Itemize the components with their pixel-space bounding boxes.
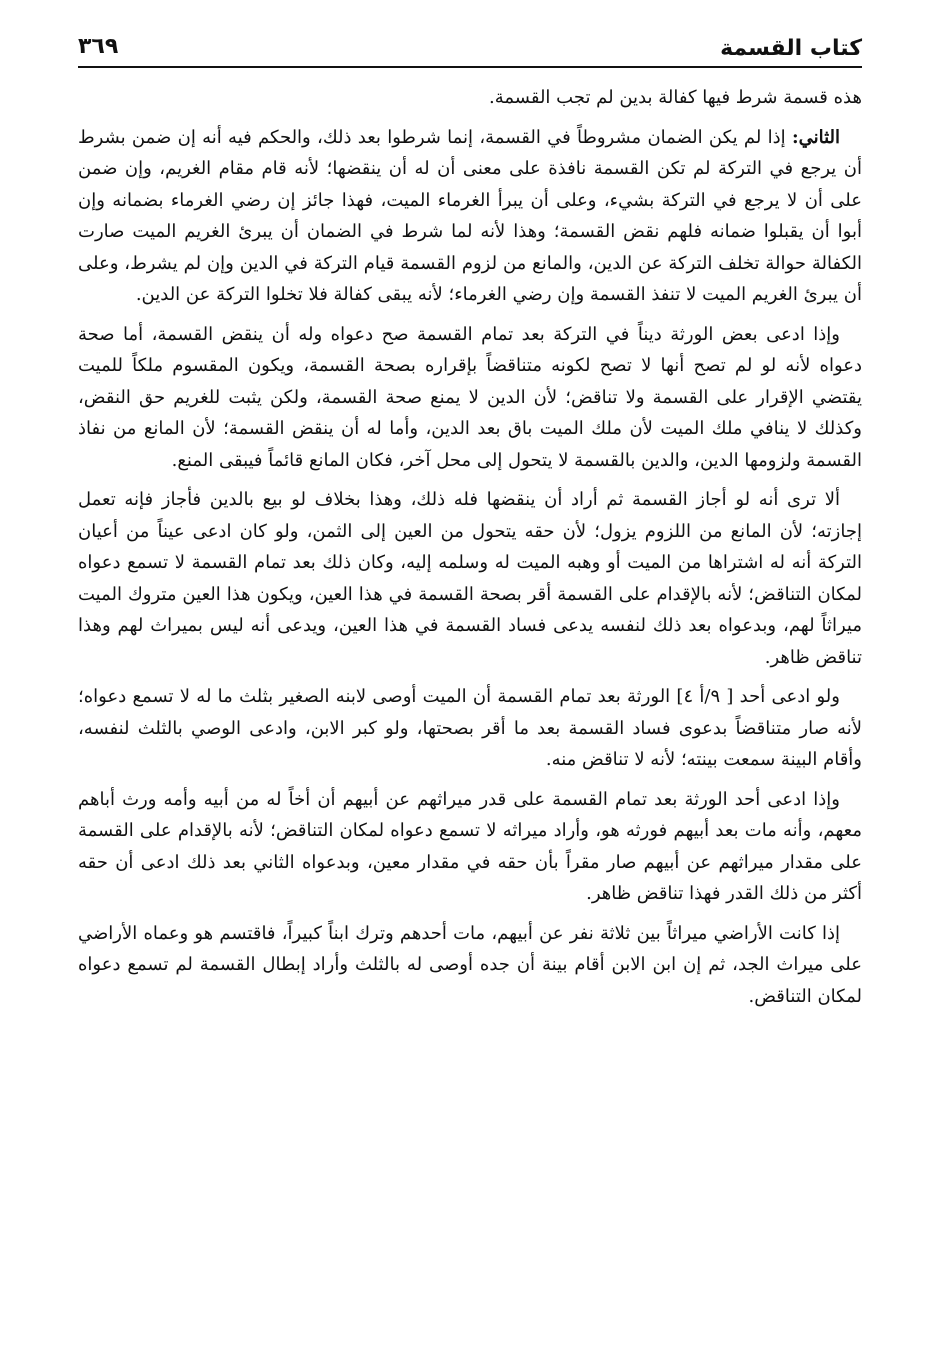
header-rule bbox=[78, 66, 862, 68]
body-text bbox=[78, 82, 862, 1012]
paragraph: ولو ادعى أحد [ ٩/أ ٤] الورثة بعد تمام القسمة أن الميت أوصى لابنه الصغير بثلث ما له لا تسمع دعواه؛ لأنه صار متناقضاً بدعوى فساد القسمة بعد ما أقر بصحتها، ولو كبر الابن، وادعى الوصي بالثلث لنفسه، وأقام البينة سمعت بينته؛ لأنه لا تناقض منه. bbox=[78, 686, 862, 770]
book-title: كتاب القسمة bbox=[720, 36, 862, 61]
paragraph bbox=[78, 122, 862, 311]
paragraph: ألا ترى أنه لو أجاز القسمة ثم أراد أن ينقضها فله ذلك، وهذا بخلاف لو بيع بالدين فأجاز فإنه تعمل إجازته؛ لأن المانع من اللزوم يزول؛ لأن حقه يتحول من العين إلى الثمن، ولو كان ادعى عيناً من أعيان التركة أنه له اشتراها من الميت أو وهبه الميت له وسلمه إليه، وكان ذلك بعد تمام القسمة لا تسمع دعواه لمكان التناقض؛ لأنه بالإقدام على القسمة أقر بصحة القسمة في هذا العين، ويكون هذا العين متروك الميت ميراثاً لهم، وبدعواه بعد ذلك لنفسه يدعى فساد القسمة في هذا العين، ويدعى أنه ليس بميراث لهم وهذا تناقض ظاهر. bbox=[78, 489, 862, 668]
page-number: ٣٦٩ bbox=[78, 34, 119, 59]
paragraph: إذا كانت الأراضي ميراثاً بين ثلاثة نفر عن أبيهم، مات أحدهم وترك ابناً كبيراً، فاقتسم هو وعماه الأراضي على ميراث الجد، ثم إن ابن الابن أقام بينة أن جده أوصى له بالثلث وأراد إبطال القسمة لم تسمع دعواه لمكان التناقض. bbox=[78, 922, 862, 1007]
paragraph-lead: الثاني: bbox=[791, 126, 840, 148]
paragraph: وإذا ادعى أحد الورثة بعد تمام القسمة على قدر ميراثهم عن أبيهم أن أخاً له من أبيه وأمه ورث أباهم معهم، وأنه مات بعد أبيهم فورثه هو، وأراد ميراثه لا تسمع دعواه لمكان التناقض؛ لأنه بالإقدام على القسمة على مقدار ميراثهم عن أبيهم صار مقراً بأن حقه في مقدار معين، وبدعواه الثاني بعد ذلك ادعى أن حقه أكثر من ذلك القدر فهذا تناقض ظاهر. bbox=[78, 788, 862, 904]
paragraph: وإذا ادعى بعض الورثة ديناً في التركة بعد تمام القسمة صح دعواه وله أن ينقض القسمة، أما صحة دعواه لأنه لو لم تصح أنها لا تصح لكونه متناقضاً بإقراره بصحة القسمة، ويكون المقسوم ملكاً للميت يقتضي الإقرار على القسمة ولا تناقض؛ لأن الدين لا يمنع صحة القسمة، ولكن يثبت للغريم حق النقض، وكذلك لا ينافي ملك الميت لأن ملك الميت باق بعد الدين، وأما له أن ينقض القسمة؛ لأن المانع من نفاذ القسمة ولزومها الدين، والدين بالقسمة لا يتحول إلى محل آخر، فكان المانع قائماً فيبقى المنع. bbox=[78, 323, 862, 471]
document-page bbox=[78, 26, 862, 1020]
paragraph: هذه قسمة شرط فيها كفالة بدين لم تجب القسمة. bbox=[489, 87, 862, 108]
page-header bbox=[78, 26, 862, 70]
paragraph-text: إذا لم يكن الضمان مشروطاً في القسمة، إنما شرطوا بعد ذلك، والحكم فيه أنه إن ضمن بشرط أن يرجع في التركة لم تكن القسمة نافذة على معنى أن له أن ينقضها؛ لأنه قام مقام الغريم، وإن ضمن على أن لا يرجع في التركة بشيء، وعلى أن يبرأ الغرماء الميت، فهذا جائز إن رضي الغرماء بضمانه وإن أبوا أن يقبلوا ضمانه فلهم نقض القسمة؛ وهذا لأنه لما شرط في الضمان أن يبرئ الغريم الميت صارت الكفالة حوالة تخلف التركة عن الدين، والمانع من لزوم القسمة قيام التركة في الدين وإن لم يشرط، وعلى أن يبرئ الغريم الميت لا تنفذ القسمة وإن رضي الغرماء؛ لأنه يبقى كفالة فلا تخلوا التركة عن الدين. bbox=[78, 126, 862, 305]
